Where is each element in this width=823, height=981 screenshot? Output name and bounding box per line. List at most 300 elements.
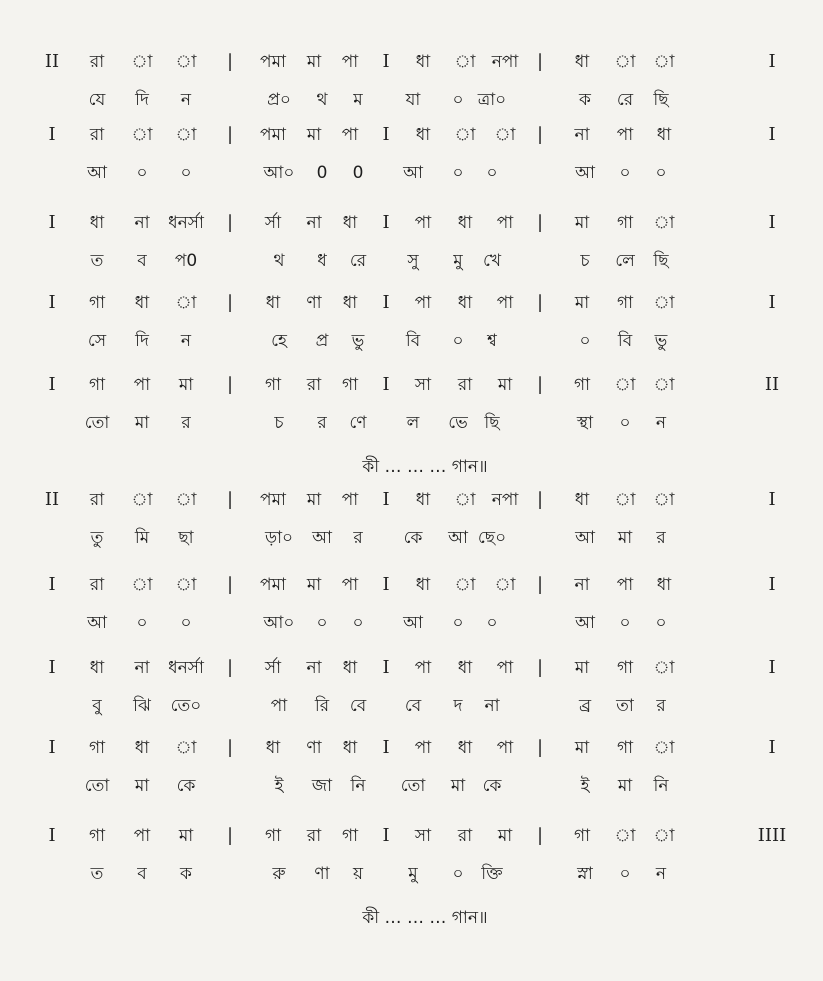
lyric-syllable: ই [580, 776, 590, 796]
bar-line: | [536, 737, 544, 758]
lyric-syllable: প্র [315, 331, 329, 351]
lyric-syllable: ভু [351, 331, 365, 351]
note: া [653, 490, 675, 510]
bar-line: I [48, 737, 56, 758]
lyric-syllable: ক্তি [481, 864, 503, 884]
note: া [614, 826, 636, 846]
lyric-syllable: 0 [352, 163, 364, 183]
lyric-syllable: ০ [452, 613, 464, 633]
note: রা [457, 826, 473, 846]
bar-line: I [48, 374, 56, 395]
note: া [454, 52, 476, 72]
notation-line [0, 47, 823, 77]
lyric-syllable: বে [349, 696, 367, 716]
bar-line: I [382, 825, 390, 846]
bar-line: | [226, 737, 234, 758]
note: া [494, 575, 516, 595]
bar-line: | [226, 292, 234, 313]
lyric-syllable: রে [616, 90, 634, 110]
lyric-syllable: নি [653, 776, 669, 796]
notation-line [0, 208, 823, 238]
lyric-syllable: ০ [486, 613, 498, 633]
lyric-syllable: ০ [452, 90, 464, 110]
lyric-syllable: ব [137, 251, 147, 271]
lyric-syllable: ০ [619, 413, 631, 433]
note: া [494, 125, 516, 145]
note: া [653, 738, 675, 758]
note: া [653, 658, 675, 678]
note: পা [341, 575, 359, 595]
note: না [134, 658, 150, 678]
bar-line: | [226, 51, 234, 72]
note: ধা [342, 738, 358, 758]
lyric-syllable: ক [579, 90, 591, 110]
note: নপা [491, 490, 519, 510]
lyric-syllable: র [181, 413, 191, 433]
note: মা [497, 826, 513, 846]
lyric-line [0, 523, 823, 553]
note: ধা [415, 125, 431, 145]
note: পা [414, 213, 432, 233]
lyric-syllable: আ০ [263, 613, 295, 633]
lyric-syllable: তো [84, 413, 110, 433]
lyric-syllable: আ [575, 528, 595, 548]
lyric-line [0, 85, 823, 115]
note: া [131, 125, 153, 145]
lyric-syllable: ছা [178, 528, 194, 548]
lyric-syllable: আ [87, 613, 107, 633]
end-bar: I [768, 292, 776, 313]
lyric-syllable: ০ [180, 613, 192, 633]
bar-line: | [536, 374, 544, 395]
note: ধা [134, 293, 150, 313]
note: গা [573, 375, 591, 395]
end-bar: I [768, 574, 776, 595]
lyric-syllable: থ [273, 251, 285, 271]
note: মা [306, 125, 322, 145]
bar-line: I [48, 657, 56, 678]
bar-line: | [226, 825, 234, 846]
note: পা [414, 658, 432, 678]
lyric-syllable: ০ [579, 331, 591, 351]
lyric-syllable: ০ [352, 613, 364, 633]
note: পমা [260, 52, 286, 72]
note: ধা [415, 575, 431, 595]
lyric-syllable: বি [617, 331, 633, 351]
lyric-syllable: ০ [180, 163, 192, 183]
note: া [175, 293, 197, 313]
note: ধা [457, 738, 473, 758]
note: পা [496, 738, 514, 758]
bar-line: | [226, 212, 234, 233]
note: পমা [260, 575, 286, 595]
lyric-syllable: প0 [174, 251, 198, 271]
lyric-syllable: বে [404, 696, 422, 716]
note: গা [616, 213, 634, 233]
bar-line: I [382, 51, 390, 72]
note: গা [616, 658, 634, 678]
bar-line: | [226, 374, 234, 395]
bar-line: | [226, 574, 234, 595]
lyric-syllable: নি [350, 776, 366, 796]
lyric-syllable: না [484, 696, 500, 716]
lyric-syllable: যে [88, 90, 106, 110]
note: া [653, 826, 675, 846]
notation-line [0, 570, 823, 600]
note: মা [306, 490, 322, 510]
bar-line: | [226, 124, 234, 145]
lyric-syllable: পা [270, 696, 288, 716]
lyric-syllable: ল [406, 413, 420, 433]
lyric-syllable: ত [90, 251, 104, 271]
note: ধা [342, 213, 358, 233]
bar-line: | [226, 657, 234, 678]
note: পা [414, 293, 432, 313]
lyric-syllable: ০ [655, 613, 667, 633]
note: পা [414, 738, 432, 758]
bar-line: I [48, 212, 56, 233]
bar-line: | [536, 212, 544, 233]
note: া [175, 52, 197, 72]
note: ধা [656, 575, 672, 595]
lyric-syllable: তে০ [170, 696, 202, 716]
note: ধা [457, 658, 473, 678]
note: পা [616, 125, 634, 145]
lyric-syllable: আ০ [263, 163, 295, 183]
note: গা [616, 738, 634, 758]
lyric-line [0, 691, 823, 721]
lyric-syllable: যা [405, 90, 421, 110]
lyric-syllable: আ [312, 528, 332, 548]
bar-line: II [44, 51, 60, 72]
lyric-syllable: রি [314, 696, 330, 716]
lyric-syllable: তো [84, 776, 110, 796]
lyric-syllable: ০ [452, 864, 464, 884]
note: ধা [342, 293, 358, 313]
note: া [614, 490, 636, 510]
note: ধা [134, 738, 150, 758]
lyric-syllable: মা [617, 776, 633, 796]
lyric-syllable: আ [575, 613, 595, 633]
lyric-syllable: কে [176, 776, 196, 796]
note: ধা [265, 738, 281, 758]
bar-line: I [48, 124, 56, 145]
note: গা [616, 293, 634, 313]
note: রা [457, 375, 473, 395]
lyric-syllable: ০ [136, 613, 148, 633]
note: মা [574, 738, 590, 758]
lyric-syllable: দ [453, 696, 463, 716]
end-bar: I [768, 124, 776, 145]
lyric-syllable: ব্র [578, 696, 592, 716]
lyric-syllable: সে [87, 331, 107, 351]
lyric-syllable: র [353, 528, 363, 548]
notation-line [0, 370, 823, 400]
lyric-line [0, 246, 823, 276]
note: মা [574, 658, 590, 678]
lyric-syllable: ণে [349, 413, 367, 433]
lyric-syllable: ন [655, 413, 667, 433]
note: রা [89, 490, 105, 510]
note: না [574, 575, 590, 595]
lyric-syllable: মু [408, 864, 418, 884]
refrain-line: কী … … … গান॥ [362, 457, 488, 477]
bar-line: | [226, 489, 234, 510]
note: মা [574, 293, 590, 313]
bar-line: I [48, 825, 56, 846]
note: রা [306, 375, 322, 395]
bar-line: | [536, 574, 544, 595]
note: া [175, 575, 197, 595]
note: ধা [656, 125, 672, 145]
lyric-line [0, 608, 823, 638]
lyric-syllable: আ [448, 528, 468, 548]
lyric-syllable: প্র০ [267, 90, 291, 110]
note: পা [496, 213, 514, 233]
note: গা [264, 375, 282, 395]
note: মা [497, 375, 513, 395]
lyric-syllable: লে [615, 251, 635, 271]
lyric-syllable: ছি [653, 251, 669, 271]
lyric-syllable: শ্ব [487, 331, 497, 351]
note: ধা [265, 293, 281, 313]
lyric-syllable: রে [349, 251, 367, 271]
lyric-syllable: ০ [452, 163, 464, 183]
lyric-syllable: সু [407, 251, 419, 271]
lyric-syllable: ন [180, 90, 192, 110]
note: গা [264, 826, 282, 846]
lyric-syllable: রু [272, 864, 286, 884]
lyric-syllable: স্থা [576, 413, 594, 433]
lyric-syllable: চ [580, 251, 590, 271]
note: মা [306, 575, 322, 595]
lyric-syllable: ত [90, 864, 104, 884]
note: মা [306, 52, 322, 72]
lyric-syllable: আ [403, 163, 423, 183]
lyric-syllable: ০ [136, 163, 148, 183]
bar-line: | [536, 292, 544, 313]
note: ধা [457, 293, 473, 313]
lyric-syllable: ০ [619, 163, 631, 183]
lyric-syllable: ম [353, 90, 363, 110]
bar-line: I [382, 489, 390, 510]
lyric-line [0, 158, 823, 188]
lyric-syllable: ব [137, 864, 147, 884]
note: ধা [89, 213, 105, 233]
lyric-syllable: ধ [317, 251, 327, 271]
lyric-syllable: জা [311, 776, 333, 796]
note: না [134, 213, 150, 233]
lyric-syllable: মা [134, 776, 150, 796]
note: মা [178, 375, 194, 395]
note: গা [341, 826, 359, 846]
bar-line: I [382, 574, 390, 595]
lyric-syllable: ভে [448, 413, 468, 433]
lyric-syllable: ০ [619, 613, 631, 633]
note: ধা [342, 658, 358, 678]
note: া [131, 490, 153, 510]
note: া [131, 575, 153, 595]
note: ধা [457, 213, 473, 233]
lyric-syllable: কে [403, 528, 423, 548]
note: না [574, 125, 590, 145]
note: া [614, 52, 636, 72]
note: া [454, 125, 476, 145]
end-bar: I [768, 51, 776, 72]
note: পা [341, 125, 359, 145]
bar-line: I [382, 124, 390, 145]
bar-line: I [382, 657, 390, 678]
lyric-syllable: ক [180, 864, 192, 884]
lyric-syllable: বি [405, 331, 421, 351]
note: ধা [415, 490, 431, 510]
end-bar: II [764, 374, 780, 395]
note: গা [88, 738, 106, 758]
lyric-line [0, 408, 823, 438]
lyric-syllable: তা [616, 696, 634, 716]
lyric-syllable: র [317, 413, 327, 433]
end-bar: I [768, 489, 776, 510]
bar-line: I [382, 737, 390, 758]
lyric-syllable: 0 [316, 163, 328, 183]
lyric-syllable: ০ [486, 163, 498, 183]
lyric-syllable: বু [92, 696, 102, 716]
lyric-syllable: হে [271, 331, 287, 351]
notation-line [0, 821, 823, 851]
note: রা [89, 575, 105, 595]
bar-line: I [382, 212, 390, 233]
note: পা [496, 658, 514, 678]
note: ধা [574, 52, 590, 72]
end-bar: I [768, 737, 776, 758]
note: া [454, 575, 476, 595]
refrain-line: কী … … … গান॥ [362, 908, 488, 928]
lyric-syllable: কে [482, 776, 502, 796]
note: ণা [306, 738, 322, 758]
lyric-syllable: ০ [619, 864, 631, 884]
lyric-syllable: স্না [577, 864, 593, 884]
lyric-syllable: য় [352, 864, 364, 884]
lyric-syllable: চ [274, 413, 284, 433]
lyric-syllable: ছে০ [477, 528, 507, 548]
lyric-syllable: র [656, 528, 666, 548]
note: ধনর্সা [168, 213, 204, 233]
note: রা [306, 826, 322, 846]
lyric-syllable: ন [180, 331, 192, 351]
lyric-syllable: ছি [484, 413, 500, 433]
lyric-syllable: মি [134, 528, 150, 548]
note: গা [88, 375, 106, 395]
lyric-syllable: ণা [314, 864, 330, 884]
lyric-syllable: ত্রা০ [477, 90, 507, 110]
notation-line [0, 733, 823, 763]
note: া [653, 213, 675, 233]
notation-line [0, 288, 823, 318]
note: পা [341, 52, 359, 72]
bar-line: | [536, 825, 544, 846]
lyric-syllable: ০ [655, 163, 667, 183]
lyric-syllable: আ [575, 163, 595, 183]
bar-line: I [382, 374, 390, 395]
note: না [306, 658, 322, 678]
end-bar: I [768, 657, 776, 678]
note: া [653, 293, 675, 313]
note: ণা [306, 293, 322, 313]
note: গা [88, 826, 106, 846]
note: র্সা [264, 213, 282, 233]
lyric-line [0, 771, 823, 801]
bar-line: I [48, 574, 56, 595]
lyric-syllable: ই [274, 776, 284, 796]
bar-line: I [382, 292, 390, 313]
lyric-line [0, 859, 823, 889]
note: মা [178, 826, 194, 846]
lyric-syllable: র [656, 696, 666, 716]
bar-line: | [536, 489, 544, 510]
note: া [131, 52, 153, 72]
bar-line: | [536, 51, 544, 72]
note: গা [573, 826, 591, 846]
lyric-syllable: আ [403, 613, 423, 633]
note: সা [414, 826, 432, 846]
lyric-syllable: ড়া০ [264, 528, 294, 548]
note: া [175, 125, 197, 145]
lyric-syllable: ভু [654, 331, 668, 351]
note: সা [414, 375, 432, 395]
notation-line [0, 120, 823, 150]
lyric-syllable: মা [450, 776, 466, 796]
note: গা [341, 375, 359, 395]
bar-line: I [48, 292, 56, 313]
lyric-syllable: তো [400, 776, 426, 796]
lyric-syllable: ন [655, 864, 667, 884]
note: পমা [260, 125, 286, 145]
note: া [175, 490, 197, 510]
lyric-syllable: মু [453, 251, 463, 271]
lyric-syllable: থ [316, 90, 328, 110]
note: পা [496, 293, 514, 313]
notation-line [0, 653, 823, 683]
note: রা [89, 125, 105, 145]
lyric-syllable: আ [87, 163, 107, 183]
lyric-syllable: মা [134, 413, 150, 433]
lyric-syllable: দি [135, 90, 149, 110]
note: পা [133, 826, 151, 846]
note: নপা [491, 52, 519, 72]
note: া [653, 375, 675, 395]
lyric-syllable: ০ [452, 331, 464, 351]
lyric-syllable: দি [135, 331, 149, 351]
lyric-syllable: খে [482, 251, 502, 271]
note: ধা [574, 490, 590, 510]
note: া [175, 738, 197, 758]
note: র্সা [264, 658, 282, 678]
note: না [306, 213, 322, 233]
note: মা [574, 213, 590, 233]
note: া [653, 52, 675, 72]
note: া [614, 375, 636, 395]
end-bar: I [768, 212, 776, 233]
lyric-syllable: মা [617, 528, 633, 548]
bar-line: II [44, 489, 60, 510]
note: পা [341, 490, 359, 510]
lyric-syllable: ঝি [133, 696, 151, 716]
note: রা [89, 52, 105, 72]
bar-line: | [536, 657, 544, 678]
lyric-syllable: তু [90, 528, 104, 548]
lyric-line [0, 326, 823, 356]
bar-line: | [536, 124, 544, 145]
